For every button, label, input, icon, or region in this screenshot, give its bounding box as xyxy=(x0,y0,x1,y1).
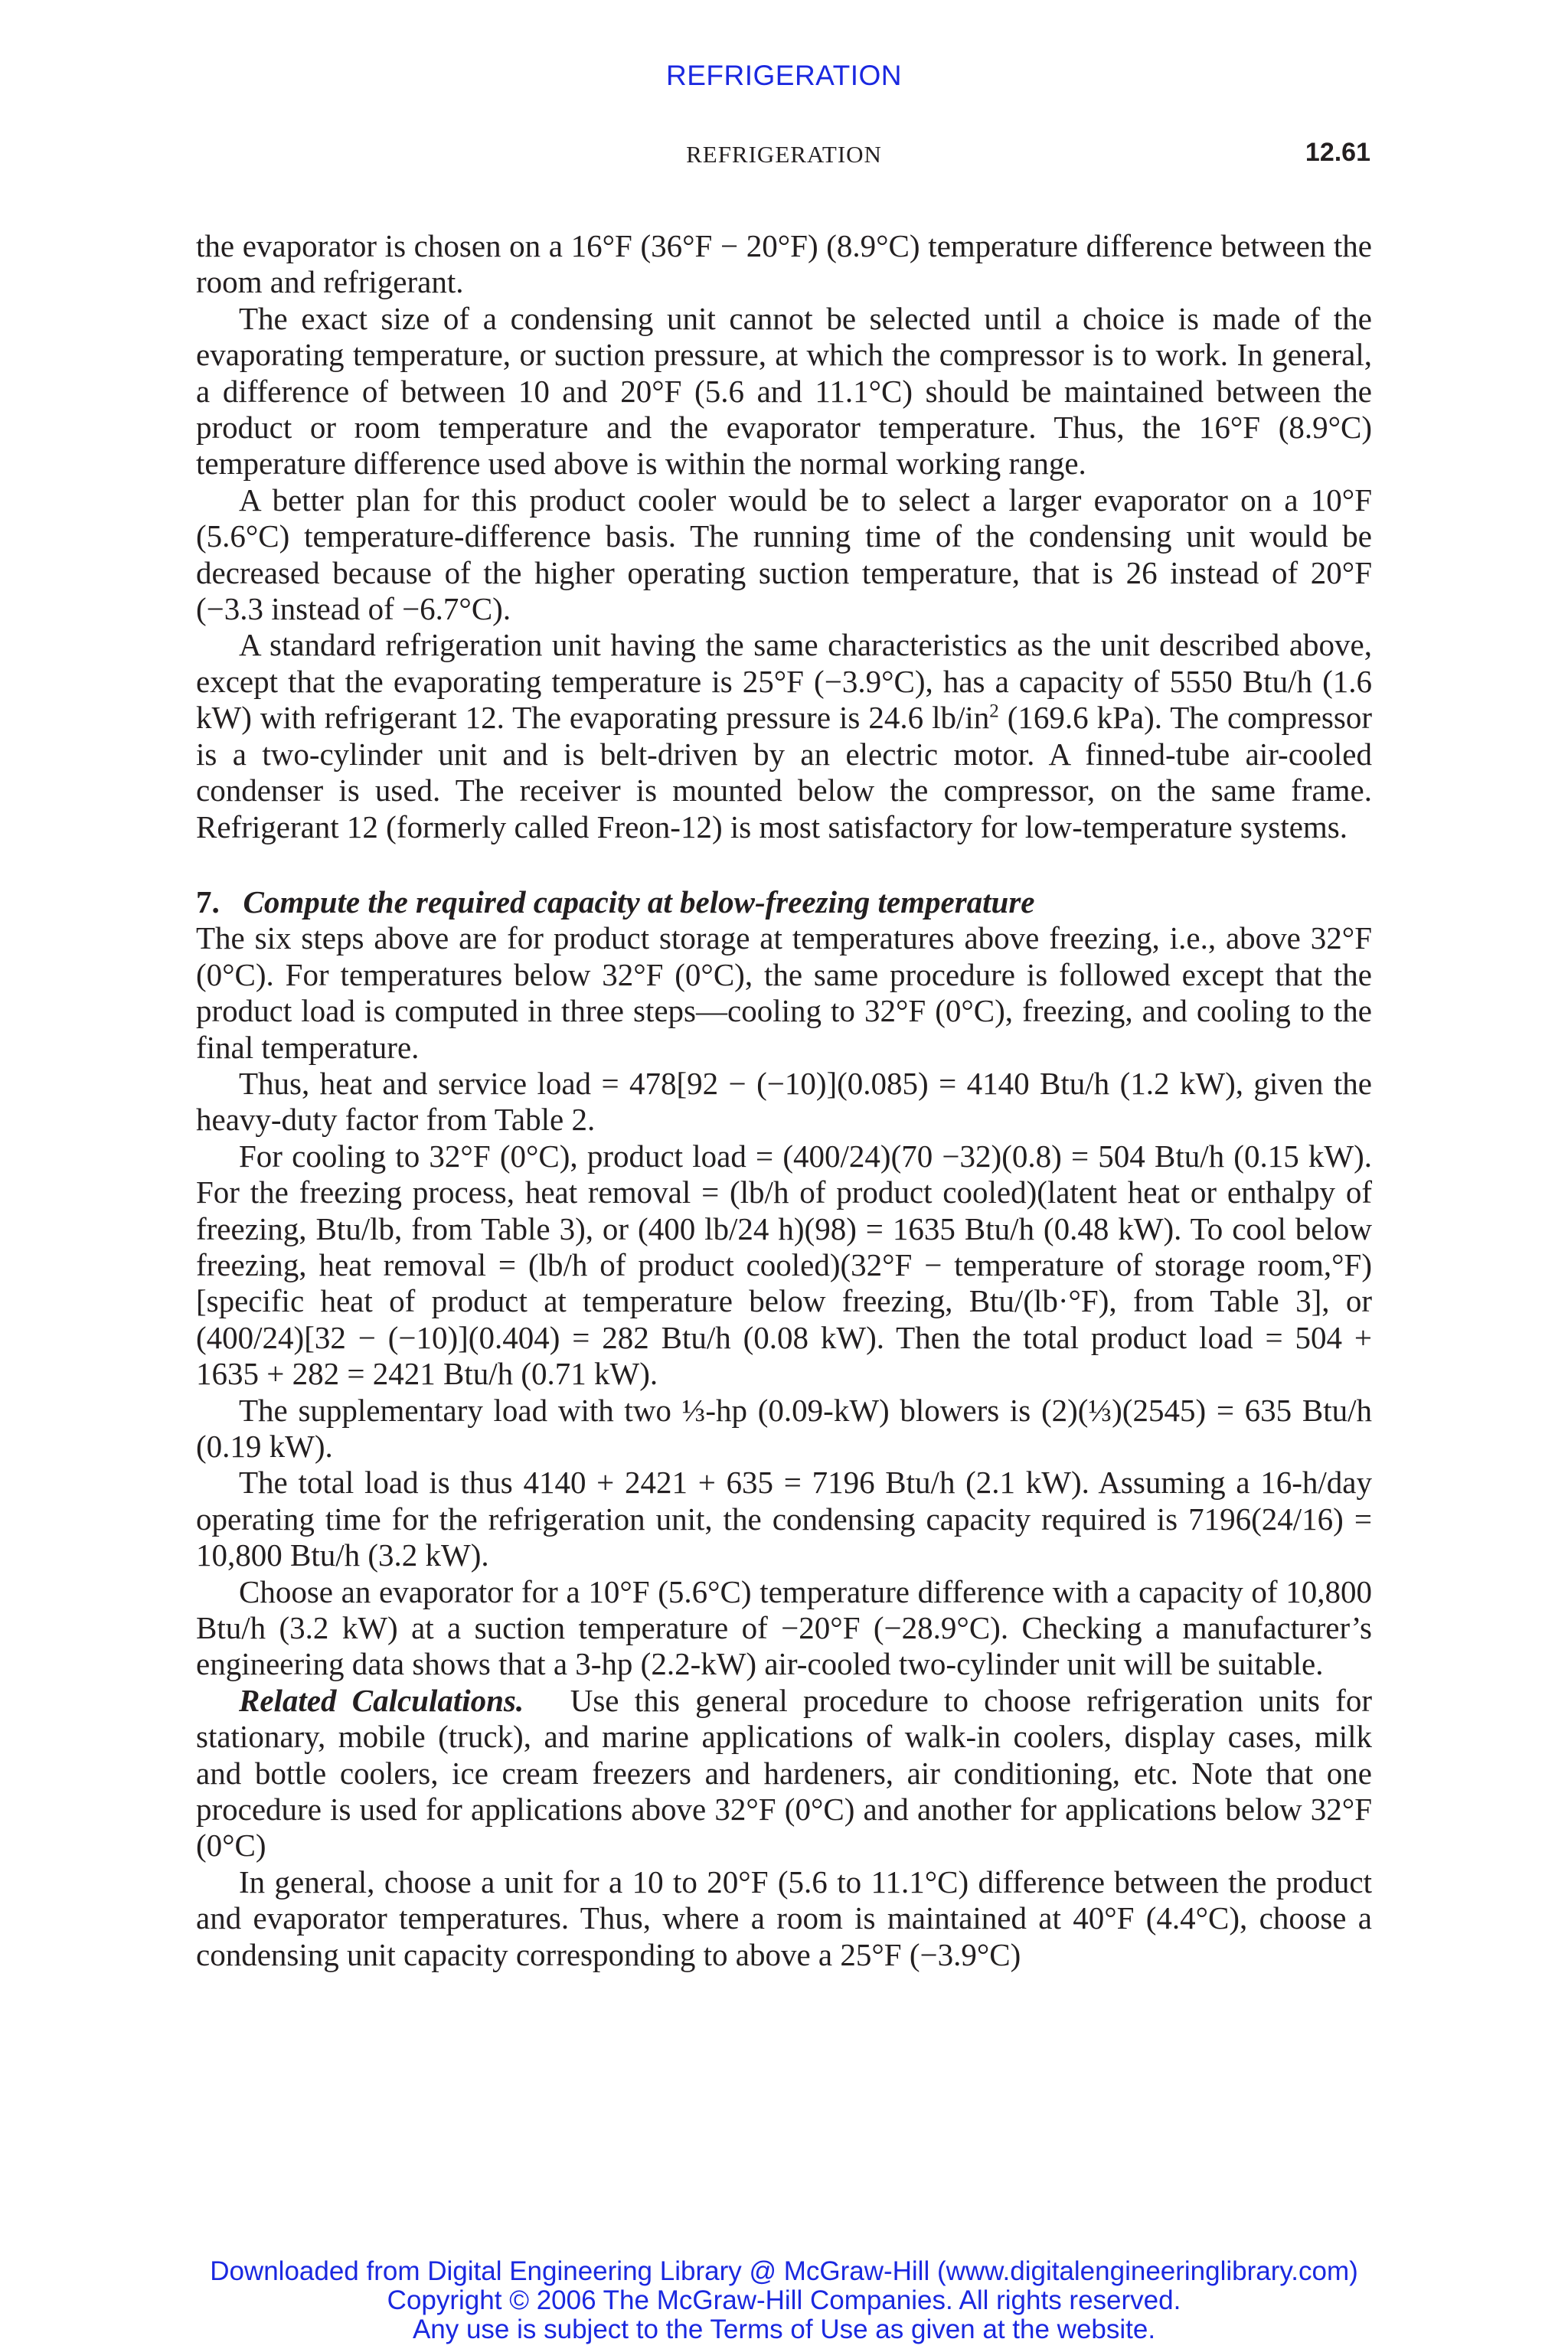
paragraph: Choose an evaporator for a 10°F (5.6°C) temperature difference with a capacity of 10,800 Btu/h (3.2 kW) at a suction temperature of −20°F (−28.9°C). Checking a manufacturer’s engineering data shows that a 3-hp (2.2-kW) air-cooled two-cylinder unit will be suitable. xyxy=(196,1573,1372,1682)
footer-copyright: Copyright © 2006 The McGraw-Hill Companies. All rights reserved. xyxy=(387,2285,1181,2315)
paragraph-text: (169.6 kPa). The compressor is a two-cylinder unit and is belt-driven by an electric motor. A finned-tube air-cooled condenser is used. The receiver is mounted below the compressor, on the same frame. Refrigerant 12 (formerly called Freon-12) is most satisfactory for low-temperature systems. xyxy=(196,700,1372,844)
paragraph: the evaporator is chosen on a 16°F (36°F − 20°F) (8.9°C) temperature difference between the room and refrigerant. xyxy=(196,228,1372,300)
paragraph: The supplementary load with two ⅓-hp (0.09-kW) blowers is (2)(⅓)(2545) = 635 Btu/h (0.19 kW). xyxy=(196,1392,1372,1464)
footer-notice xyxy=(0,2257,1568,2344)
paragraph xyxy=(196,1683,1372,1864)
running-head: REFRIGERATION xyxy=(686,141,882,168)
paragraph-text: A standard refrigeration unit having the same characteristics as the unit described above, except that the evaporating temperature is 25°F (−3.9°C), has a capacity of 5550 Btu/h (1.6 kW) with refrigerant 12. The evaporating pressure is 24.6 lb/in xyxy=(196,627,1372,736)
paragraph: For cooling to 32°F (0°C), product load = (400/24)(70 −32)(0.8) = 504 Btu/h (0.15 kW). For the freezing process, heat removal = (lb/h of product cooled)(latent heat or enthalpy of freezing, Btu/lb, from Table 3), or (400 lb/24 h)(98) = 1635 Btu/h (0.48 kW). To cool below freezing, heat removal = (lb/h of product cooled)(32°F − temperature of storage room,°F)[specific heat of product at temperature below freezing, Btu/(lb·°F), from Table 3], or (400/24)[32 − (−10)](0.404) = 282 Btu/h (0.08 kW). Then the total product load = 504 + 1635 + 282 = 2421 Btu/h (0.71 kW). xyxy=(196,1138,1372,1392)
paragraph: The exact size of a condensing unit cannot be selected until a choice is made of the evaporating temperature, or suction pressure, at which the compressor is to work. In general, a difference of between 10 and 20°F (5.6 and 11.1°C) should be maintained between the product or room temperature and the evaporator temperature. Thus, the 16°F (8.9°C) temperature difference used above is within the normal working range. xyxy=(196,300,1372,482)
related-calculations-label: Related Calculations. xyxy=(239,1682,524,1718)
paragraph xyxy=(196,627,1372,844)
paragraph: A better plan for this product cooler would be to select a larger evaporator on a 10°F (5.6°C) temperature-difference basis. The running time of the condensing unit would be decreased because of the higher operating suction temperature, that is 26 instead of 20°F (−3.3 instead of −6.7°C). xyxy=(196,482,1372,627)
chapter-banner-link[interactable]: REFRIGERATION xyxy=(666,60,902,91)
step-heading xyxy=(196,884,1372,920)
paragraph: Thus, heat and service load = 478[92 − (−10)](0.085) = 4140 Btu/h (1.2 kW), given the heavy-duty factor from Table 2. xyxy=(196,1065,1372,1138)
paragraph: The six steps above are for product storage at temperatures above freezing, i.e., above 32°F (0°C). For temperatures below 32°F (0°C), the same procedure is followed except that the product load is computed in three steps—cooling to 32°F (0°C), freezing, and cooling to the final temperature. xyxy=(196,920,1372,1065)
footer-download-link[interactable]: Downloaded from Digital Engineering Library @ McGraw-Hill (www.digitalengineeringlibrary.com) xyxy=(210,2256,1358,2286)
step-number: 7. xyxy=(196,884,220,920)
superscript: 2 xyxy=(989,701,999,722)
paragraph: The total load is thus 4140 + 2421 + 635 = 7196 Btu/h (2.1 kW). Assuming a 16-h/day operating time for the refrigeration unit, the condensing capacity required is 7196(24/16) = 10,800 Btu/h (3.2 kW). xyxy=(196,1465,1372,1573)
page-body xyxy=(196,228,1372,1973)
footer-terms-link[interactable]: Any use is subject to the Terms of Use as given at the website. xyxy=(412,2314,1156,2344)
paragraph: In general, choose a unit for a 10 to 20°F (5.6 to 11.1°C) difference between the product and evaporator temperatures. Thus, where a room is maintained at 40°F (4.4°C), choose a condensing unit capacity corresponding to above a 25°F (−3.9°C) xyxy=(196,1864,1372,1972)
page-number: 12.61 xyxy=(1305,138,1370,167)
step-title: Compute the required capacity at below-freezing temperature xyxy=(243,884,1035,920)
paragraph-text: Use this general procedure to choose refrigeration units for stationary, mobile (truck), and marine applications of walk-in coolers, display cases, milk and bottle coolers, ice cream freezers and hardeners, air conditioning, etc. Note that one procedure is used for applications above 32°F (0°C) and another for applications below 32°F (0°C) xyxy=(196,1682,1372,1864)
